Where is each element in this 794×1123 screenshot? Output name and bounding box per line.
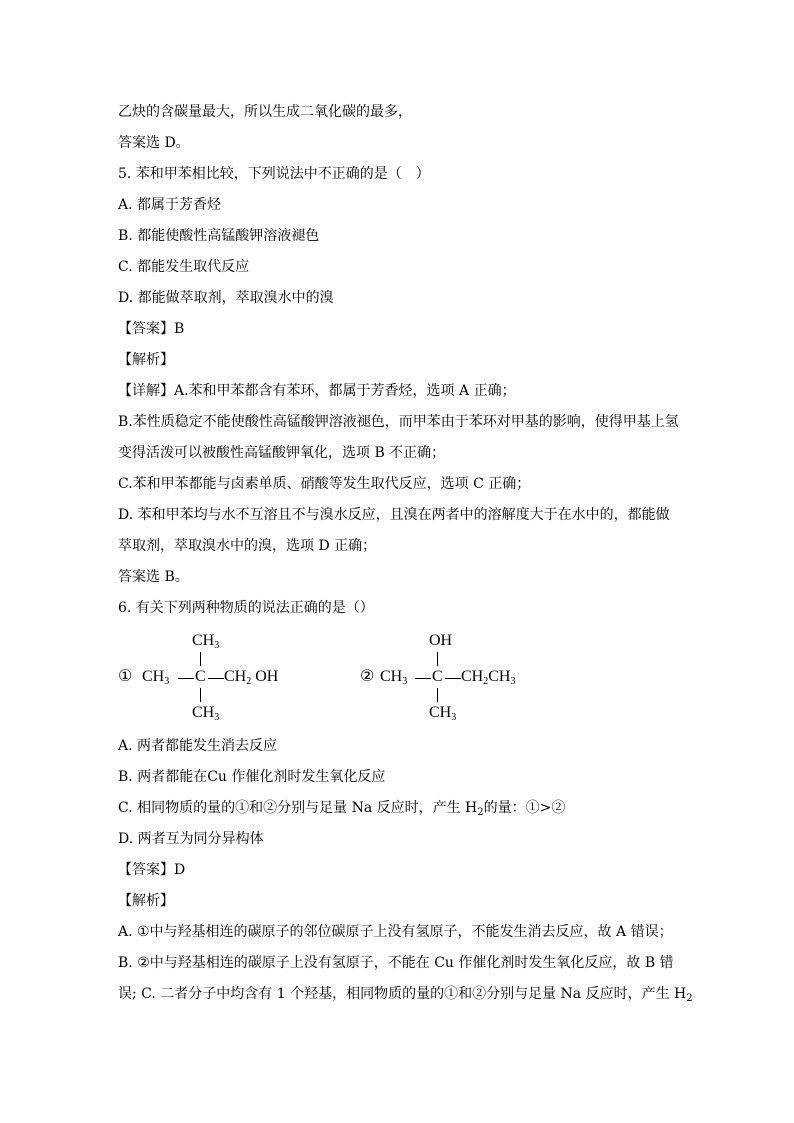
ethyl-group: $CH_2CH_3$ <box>461 668 516 687</box>
answer-conclusion: 答案选 B。 <box>118 569 189 585</box>
bond <box>415 678 431 679</box>
explanation-line: D. 苯和甲苯均与水不互溶且不与溴水反应，且溴在两者中的溶解度大于在水中的，都能做 <box>118 507 670 523</box>
analysis-label: 【解析】 <box>118 352 174 368</box>
structure-number: ② <box>360 668 375 685</box>
bond <box>437 652 438 666</box>
explanation-line: 误; C. 二者分子中均含有 1 个羟基，相同物质的量的①和②分别与足量 Na 反应时，产生 $H_2$ <box>118 986 693 1004</box>
methyl-bottom: $CH_3$ <box>429 704 457 723</box>
text-line: 答案选 D。 <box>118 135 190 151</box>
hydroxyl-top: OH <box>429 632 453 649</box>
option-c: C. 相同物质的量的①和②分别与足量 Na 反应时，产生 $H_2$的量：①>② <box>118 800 566 818</box>
methyl-left: $CH_3$ <box>142 668 170 687</box>
bond <box>437 688 438 702</box>
question-5: 5. 苯和甲苯相比较，下列说法中不正确的是（ ） <box>118 166 430 182</box>
bond <box>200 688 201 702</box>
explanation-line: B. ②中与羟基相连的碳原子上没有氢原子，不能在 Cu 作催化剂时发生氧化反应，故 B 错 <box>118 955 674 971</box>
answer-label: 【答案】B <box>118 321 185 337</box>
ch2oh-group: $CH_2$ OH <box>224 668 279 687</box>
methyl-top: $CH_3$ <box>192 632 220 651</box>
bond <box>178 678 194 679</box>
methyl-left: $CH_3$ <box>380 668 408 687</box>
text-line: 乙炔的含碳量最大，所以生成二氧化碳的最多， <box>118 104 412 120</box>
option-c: C. 都能发生取代反应 <box>118 259 250 275</box>
structure-number: ① <box>118 668 133 685</box>
option-b: B. 都能使酸性高锰酸钾溶液褪色 <box>118 228 320 244</box>
question-6: 6. 有关下列两种物质的说法正确的是（） <box>118 600 374 616</box>
option-b: B. 两者都能在Cu 作催化剂时发生氧化反应 <box>118 769 386 785</box>
option-d: D. 两者互为同分异构体 <box>118 831 264 847</box>
bond <box>445 678 461 679</box>
bond <box>208 678 224 679</box>
answer-label: 【答案】D <box>118 862 186 878</box>
explanation-line: C.苯和甲苯都能与卤素单质、硝酸等发生取代反应，选项 C 正确； <box>118 476 531 492</box>
explanation-line: 萃取剂，萃取溴水中的溴，选项 D 正确； <box>118 538 377 554</box>
option-d: D. 都能做萃取剂，萃取溴水中的溴 <box>118 290 334 306</box>
explanation-line: A. ①中与羟基相连的碳原子的邻位碳原子上没有氢原子，不能发生消去反应，故 A 错误； <box>118 924 673 940</box>
bond <box>200 652 201 666</box>
option-a: A. 两者都能发生消去反应 <box>118 738 278 754</box>
methyl-bottom: $CH_3$ <box>192 704 220 723</box>
option-a: A. 都属于芳香烃 <box>118 197 222 213</box>
explanation-line: 【详解】A.苯和甲苯都含有苯环，都属于芳香烃，选项 A 正确； <box>118 383 516 399</box>
explanation-line: 变得活泼可以被酸性高锰酸钾氧化，选项 B 不正确； <box>118 445 446 461</box>
central-carbon: C <box>195 668 206 685</box>
explanation-line: B.苯性质稳定不能使酸性高锰酸钾溶液褪色，而甲苯由于苯环对甲基的影响，使得甲基上氢 <box>118 414 679 430</box>
central-carbon: C <box>432 668 443 685</box>
analysis-label: 【解析】 <box>118 893 174 909</box>
